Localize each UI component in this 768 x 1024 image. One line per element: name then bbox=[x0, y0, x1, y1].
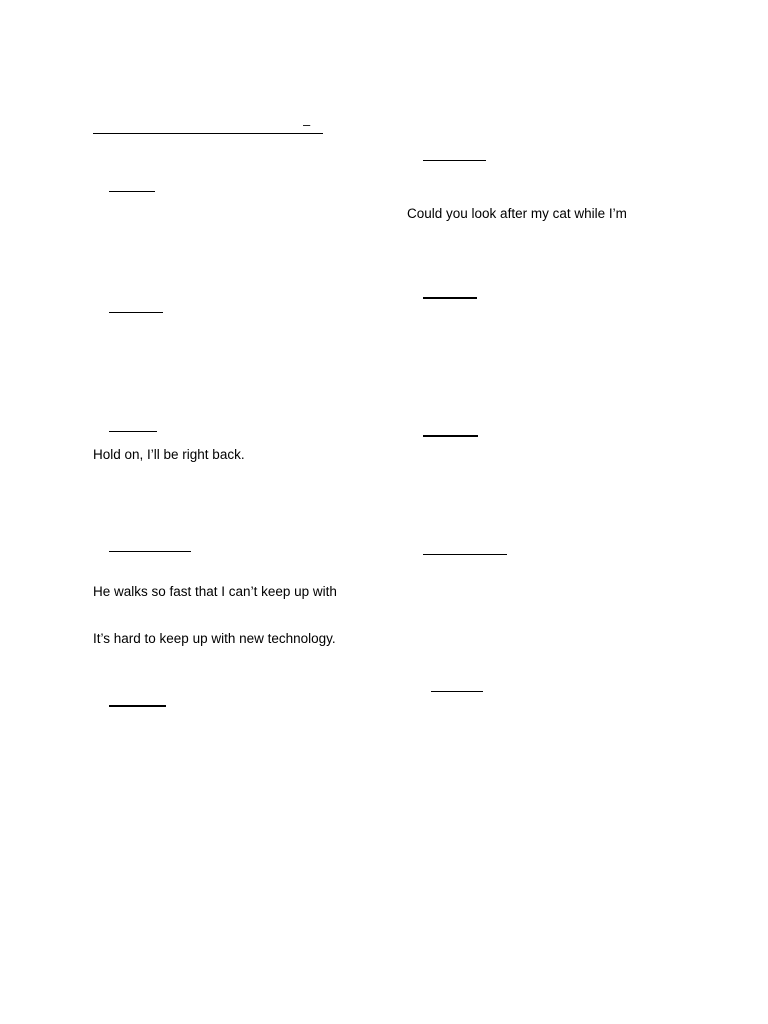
title-dash: – bbox=[303, 117, 311, 132]
left-sentence-1: Hold on, I’ll be right back. bbox=[93, 447, 245, 462]
right-blank-line-5 bbox=[431, 691, 483, 692]
left-blank-line-4 bbox=[109, 551, 191, 552]
left-blank-line-5 bbox=[109, 705, 166, 707]
left-sentence-2: He walks so fast that I can’t keep up with bbox=[93, 584, 337, 599]
title-blank-line bbox=[93, 133, 323, 134]
right-blank-line-4 bbox=[423, 554, 507, 555]
left-blank-line-2 bbox=[109, 312, 163, 313]
right-blank-line-1 bbox=[423, 160, 486, 161]
right-blank-line-3 bbox=[423, 435, 478, 437]
left-blank-line-1 bbox=[109, 191, 155, 192]
right-sentence-1: Could you look after my cat while I’m bbox=[407, 206, 627, 221]
right-blank-line-2 bbox=[423, 297, 477, 299]
left-blank-line-3 bbox=[109, 431, 157, 432]
left-sentence-3: It’s hard to keep up with new technology. bbox=[93, 631, 336, 646]
